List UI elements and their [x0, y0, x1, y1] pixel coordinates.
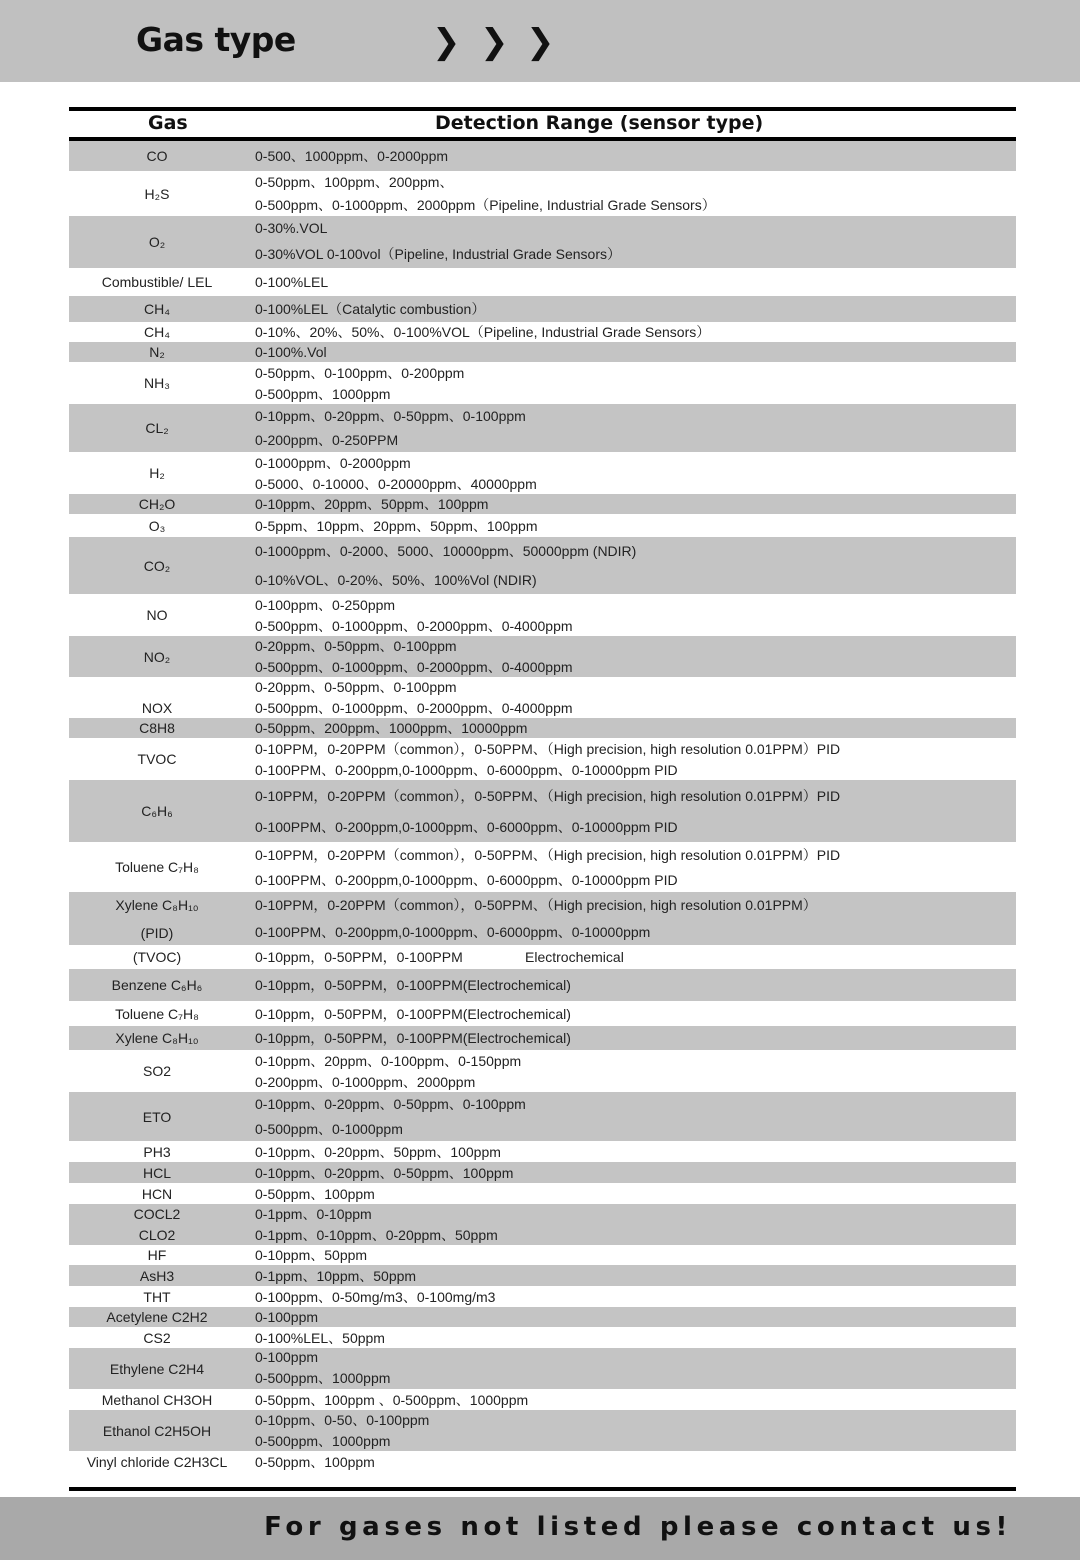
gas-cell — [69, 1348, 245, 1389]
range-line: 0-10PPM，0-20PPM（common），0-50PPM、（High precision, high resolution 0.01PPM） — [255, 897, 817, 914]
range-line: 0-10ppm，0-50PPM，0-100PPM(Electrochemical) — [255, 977, 571, 993]
gas-name: CLO2 — [138, 1226, 176, 1243]
range-line: 0-200ppm、0-250PPM — [255, 432, 399, 448]
table-row — [69, 718, 1016, 738]
gas-name: HCL — [142, 1164, 171, 1181]
gas-name: NH₃ — [144, 375, 170, 391]
gas-name: TVOC — [137, 751, 177, 767]
table-row — [69, 216, 1016, 268]
range-line: 0-100PPM、0-200ppm,0-1000ppm、0-6000ppm、0-10000ppm PID — [255, 818, 678, 835]
range-cell — [255, 677, 1016, 718]
gas-name: CH₄ — [144, 324, 170, 340]
chevron-right-icon: ❯ — [526, 22, 555, 62]
gas-name: Ethanol C2H5OH — [102, 1422, 212, 1439]
table-row — [69, 141, 1016, 171]
gas-cell — [69, 1050, 245, 1092]
gas-name: CO₂ — [143, 557, 171, 574]
range-line: 0-50ppm、100ppm — [255, 1185, 375, 1202]
gas-name: H₂ — [149, 465, 165, 481]
range-line: 0-100PPM、0-200ppm,0-1000ppm、0-6000ppm、0-10000ppm — [255, 923, 651, 940]
table-row — [69, 296, 1016, 322]
table-row — [69, 969, 1016, 1001]
range-cell — [255, 718, 1016, 738]
gas-cell — [69, 452, 245, 494]
gas-cell — [69, 1162, 245, 1183]
table-row — [69, 1327, 1016, 1348]
range-line: 0-100%.Vol — [255, 344, 327, 360]
gas-name: NOX — [141, 700, 173, 716]
gas-name: N₂ — [149, 344, 165, 360]
table-row — [69, 1286, 1016, 1307]
range-cell — [255, 1265, 1016, 1286]
range-cell — [255, 892, 1016, 945]
table-row — [69, 1265, 1016, 1286]
gas-name: AsH3 — [139, 1267, 175, 1284]
gas-cell — [69, 342, 245, 362]
table-row — [69, 537, 1016, 594]
range-line: 0-500ppm、0-1000ppm、0-2000ppm、0-4000ppm — [255, 699, 573, 716]
range-line: 0-500ppm、0-1000ppm — [255, 1120, 403, 1137]
range-cell — [255, 1162, 1016, 1183]
gas-name: Acetylene C2H2 — [106, 1309, 208, 1325]
table-row — [69, 677, 1016, 718]
table-bottom-rule — [69, 1487, 1016, 1491]
range-line: 0-30%.VOL — [255, 220, 328, 236]
range-line: 0-10ppm、20ppm、0-100ppm、0-150ppm — [255, 1052, 522, 1069]
gas-name: SO2 — [142, 1063, 171, 1079]
table-row — [69, 1141, 1016, 1162]
gas-cell — [69, 1307, 245, 1327]
gas-name: (TVOC) — [132, 949, 182, 965]
gas-cell — [69, 738, 245, 780]
range-line: 0-10ppm、0-20ppm、0-50ppm、100ppm — [255, 1164, 514, 1181]
table-row — [69, 892, 1016, 945]
gas-cell — [69, 780, 245, 842]
gas-cell — [69, 1026, 245, 1050]
range-line: 0-50ppm、100ppm 、0-500ppm、1000ppm — [255, 1391, 529, 1408]
table-row — [69, 322, 1016, 342]
gas-name: HF — [147, 1247, 167, 1263]
gas-name: THT — [143, 1288, 171, 1305]
table-row — [69, 1001, 1016, 1026]
gas-name: CL₂ — [145, 420, 169, 436]
table-row — [69, 1204, 1016, 1224]
range-line: 0-500ppm、1000ppm — [255, 385, 391, 402]
gas-name: Benzene C₆H₆ — [111, 977, 203, 993]
range-line: 0-50ppm、100ppm — [255, 1453, 375, 1470]
table-row — [69, 494, 1016, 514]
gas-cell — [69, 1092, 245, 1141]
gas-cell — [69, 1410, 245, 1451]
range-cell — [255, 216, 1016, 268]
gas-cell — [69, 1204, 245, 1224]
gas-cell — [69, 1327, 245, 1348]
range-cell — [255, 1204, 1016, 1224]
gas-name: CH₂O — [138, 496, 176, 512]
table-top-rule — [69, 107, 1016, 111]
range-line: 0-10ppm、0-20ppm、0-50ppm、0-100ppm — [255, 408, 526, 424]
gas-name: Xylene C₈H₁₀ — [115, 896, 199, 913]
range-line: 0-20ppm、0-50ppm、0-100ppm — [255, 679, 457, 696]
range-line: 0-1ppm、10ppm、50ppm — [255, 1267, 417, 1284]
range-line: 0-500ppm、1000ppm — [255, 1432, 391, 1449]
table-row — [69, 842, 1016, 892]
range-cell — [255, 1092, 1016, 1141]
gas-cell — [69, 1224, 245, 1245]
range-cell — [255, 1001, 1016, 1026]
range-cell — [255, 1141, 1016, 1162]
gas-cell — [69, 842, 245, 892]
range-line: 0-30%VOL 0-100vol（Pipeline, Industrial Grade Sensors） — [255, 246, 622, 262]
gas-cell — [69, 594, 245, 636]
range-line: 0-10ppm、0-20ppm、50ppm、100ppm — [255, 1143, 501, 1160]
range-line: 0-10ppm，0-50PPM，0-100PPM Electrochemical — [255, 949, 624, 965]
range-line: 0-500ppm、0-1000ppm、0-2000ppm、0-4000ppm — [255, 617, 573, 634]
gas-cell — [69, 1286, 245, 1307]
range-cell — [255, 514, 1016, 537]
gas-name: CH₄ — [144, 301, 170, 317]
gas-name: Combustible/ LEL — [101, 274, 213, 290]
chevron-right-icon: ❯ — [432, 22, 461, 62]
range-cell — [255, 1286, 1016, 1307]
gas-cell — [69, 636, 245, 677]
range-cell — [255, 1348, 1016, 1389]
gas-name: Xylene C₈H₁₀ — [115, 1030, 199, 1046]
range-cell — [255, 945, 1016, 969]
table-row — [69, 1026, 1016, 1050]
range-line: 0-100ppm — [255, 1349, 319, 1366]
range-line: 0-500ppm、0-1000ppm、0-2000ppm、0-4000ppm — [255, 658, 573, 675]
gas-cell — [69, 1141, 245, 1162]
range-line: 0-100PPM、0-200ppm,0-1000ppm、0-6000ppm、0-10000ppm PID — [255, 761, 678, 778]
range-line: 0-10ppm、50ppm — [255, 1247, 368, 1263]
gas-name: NO₂ — [143, 648, 171, 665]
gas-cell — [69, 171, 245, 216]
table-row — [69, 1389, 1016, 1410]
chevron-right-icon: ❯ — [480, 22, 509, 62]
gas-name: (PID) — [140, 924, 174, 941]
range-cell — [255, 296, 1016, 322]
gas-name: Toluene C₇H₈ — [115, 859, 199, 875]
range-cell — [255, 342, 1016, 362]
range-line: 0-10ppm，0-50PPM，0-100PPM(Electrochemical) — [255, 1005, 571, 1022]
table-row — [69, 1183, 1016, 1204]
gas-cell — [69, 718, 245, 738]
range-line: 0-200ppm、0-1000ppm、2000ppm — [255, 1073, 476, 1090]
table-row — [69, 514, 1016, 537]
gas-cell — [69, 216, 245, 268]
gas-cell — [69, 1245, 245, 1265]
table-row — [69, 1050, 1016, 1092]
table-row — [69, 404, 1016, 452]
range-line: 0-10ppm、0-20ppm、0-50ppm、0-100ppm — [255, 1096, 526, 1113]
range-cell — [255, 452, 1016, 494]
table-row — [69, 342, 1016, 362]
range-cell — [255, 1389, 1016, 1410]
gas-name: Methanol CH3OH — [101, 1391, 213, 1408]
gas-cell — [69, 1451, 245, 1472]
gas-cell — [69, 268, 245, 296]
gas-name: HCN — [141, 1185, 173, 1202]
range-cell — [255, 1451, 1016, 1472]
range-line: 0-100ppm、0-50mg/m3、0-100mg/m3 — [255, 1288, 496, 1305]
range-cell — [255, 322, 1016, 342]
gas-name: Toluene C₇H₈ — [115, 1005, 199, 1022]
range-line: 0-100PPM、0-200ppm,0-1000ppm、0-6000ppm、0-10000ppm PID — [255, 871, 678, 888]
range-cell — [255, 1327, 1016, 1348]
gas-cell — [69, 322, 245, 342]
table-row — [69, 1451, 1016, 1472]
gas-cell — [69, 1001, 245, 1026]
gas-cell — [69, 514, 245, 537]
gas-cell — [69, 1183, 245, 1204]
range-line: 0-50ppm、100ppm、200ppm、 — [255, 174, 454, 191]
gas-cell — [69, 296, 245, 322]
range-line: 0-100ppm、0-250ppm — [255, 596, 396, 613]
range-line: 0-10%VOL、0-20%、50%、100%Vol (NDIR) — [255, 571, 537, 588]
gas-cell — [69, 494, 245, 514]
gas-name: O₃ — [148, 517, 166, 534]
range-line: 0-10ppm、20ppm、50ppm、100ppm — [255, 496, 489, 512]
range-cell — [255, 362, 1016, 404]
range-cell — [255, 404, 1016, 452]
table-row — [69, 1410, 1016, 1451]
range-line: 0-100ppm — [255, 1309, 319, 1325]
range-cell — [255, 1183, 1016, 1204]
range-cell — [255, 738, 1016, 780]
table-row — [69, 594, 1016, 636]
gas-name: COCL2 — [133, 1206, 181, 1222]
gas-name: NO — [146, 607, 168, 623]
footer-contact-text: For gases not listed please contact us! — [264, 1512, 1012, 1542]
range-line: 0-50ppm、200ppm、1000ppm、10000ppm — [255, 720, 528, 736]
table-row — [69, 452, 1016, 494]
gas-cell — [69, 537, 245, 594]
gas-cell — [69, 141, 245, 171]
range-line: 0-100%LEL、50ppm — [255, 1329, 385, 1346]
gas-cell — [69, 892, 245, 945]
range-line: 0-100%LEL（Catalytic combustion） — [255, 301, 486, 317]
range-cell — [255, 842, 1016, 892]
range-cell — [255, 969, 1016, 1001]
range-cell — [255, 141, 1016, 171]
table-row — [69, 945, 1016, 969]
range-line: 0-20ppm、0-50ppm、0-100ppm — [255, 638, 457, 655]
range-cell — [255, 1026, 1016, 1050]
gas-cell — [69, 362, 245, 404]
range-cell — [255, 1410, 1016, 1451]
column-header-gas: Gas — [148, 112, 188, 134]
range-cell — [255, 537, 1016, 594]
table-row — [69, 738, 1016, 780]
range-line: 0-500ppm、1000ppm — [255, 1369, 391, 1386]
table-row — [69, 1348, 1016, 1389]
range-cell — [255, 494, 1016, 514]
table-row — [69, 171, 1016, 216]
gas-name: Ethylene C2H4 — [109, 1360, 205, 1377]
table-row — [69, 268, 1016, 296]
range-line: 0-500、1000ppm、0-2000ppm — [255, 148, 449, 164]
range-cell — [255, 780, 1016, 842]
range-cell — [255, 1245, 1016, 1265]
range-line: 0-1ppm、0-10ppm、0-20ppm、50ppm — [255, 1226, 498, 1243]
range-line: 0-10PPM，0-20PPM（common），0-50PPM、（High precision, high resolution 0.01PPM）PID — [255, 740, 841, 757]
gas-cell — [69, 1265, 245, 1286]
gas-name: C₆H₆ — [141, 803, 173, 819]
range-cell — [255, 1307, 1016, 1327]
gas-name: H₂S — [144, 185, 170, 202]
range-line: 0-1000ppm、0-2000、5000、10000ppm、50000ppm (NDIR) — [255, 543, 637, 560]
range-line: 0-5ppm、10ppm、20ppm、50ppm、100ppm — [255, 517, 538, 534]
table-row — [69, 362, 1016, 404]
gas-name: ETO — [142, 1108, 172, 1125]
table-row — [69, 1092, 1016, 1141]
gas-name: CS2 — [143, 1329, 171, 1346]
range-cell — [255, 1050, 1016, 1092]
range-line: 0-10ppm、0-50、0-100ppm — [255, 1412, 430, 1429]
range-line: 0-5000、0-10000、0-20000ppm、40000ppm — [255, 475, 537, 492]
table-row — [69, 636, 1016, 677]
range-line: 0-10PPM，0-20PPM（common），0-50PPM、（High precision, high resolution 0.01PPM）PID — [255, 787, 841, 804]
gas-cell — [69, 677, 245, 718]
range-line: 0-50ppm、0-100ppm、0-200ppm — [255, 364, 465, 381]
range-line: 0-10PPM，0-20PPM（common），0-50PPM、（High precision, high resolution 0.01PPM）PID — [255, 846, 841, 863]
gas-cell — [69, 1389, 245, 1410]
table-row — [69, 1162, 1016, 1183]
table-row — [69, 1245, 1016, 1265]
range-cell — [255, 594, 1016, 636]
range-cell — [255, 268, 1016, 296]
gas-name: PH3 — [143, 1143, 171, 1160]
range-line: 0-100%LEL — [255, 274, 329, 290]
gas-cell — [69, 404, 245, 452]
range-cell — [255, 171, 1016, 216]
gas-name: Vinyl chloride C2H3CL — [86, 1453, 228, 1470]
range-line: 0-500ppm、0-1000ppm、2000ppm（Pipeline, Industrial Grade Sensors） — [255, 196, 716, 213]
page-title: Gas type — [136, 20, 296, 59]
range-cell — [255, 1224, 1016, 1245]
table-row — [69, 1307, 1016, 1327]
table-row — [69, 1224, 1016, 1245]
range-line: 0-10%、20%、50%、0-100%VOL（Pipeline, Industrial Grade Sensors） — [255, 324, 711, 340]
range-line: 0-10ppm，0-50PPM，0-100PPM(Electrochemical) — [255, 1030, 571, 1046]
gas-name: CO — [146, 148, 168, 164]
range-cell — [255, 636, 1016, 677]
range-line: 0-1ppm、0-10ppm — [255, 1206, 372, 1222]
range-line: 0-1000ppm、0-2000ppm — [255, 454, 411, 471]
gas-cell — [69, 945, 245, 969]
table-row — [69, 780, 1016, 842]
gas-cell — [69, 969, 245, 1001]
gas-name: C8H8 — [139, 720, 175, 736]
gas-name: O₂ — [148, 234, 166, 250]
column-header-range: Detection Range (sensor type) — [435, 112, 764, 134]
